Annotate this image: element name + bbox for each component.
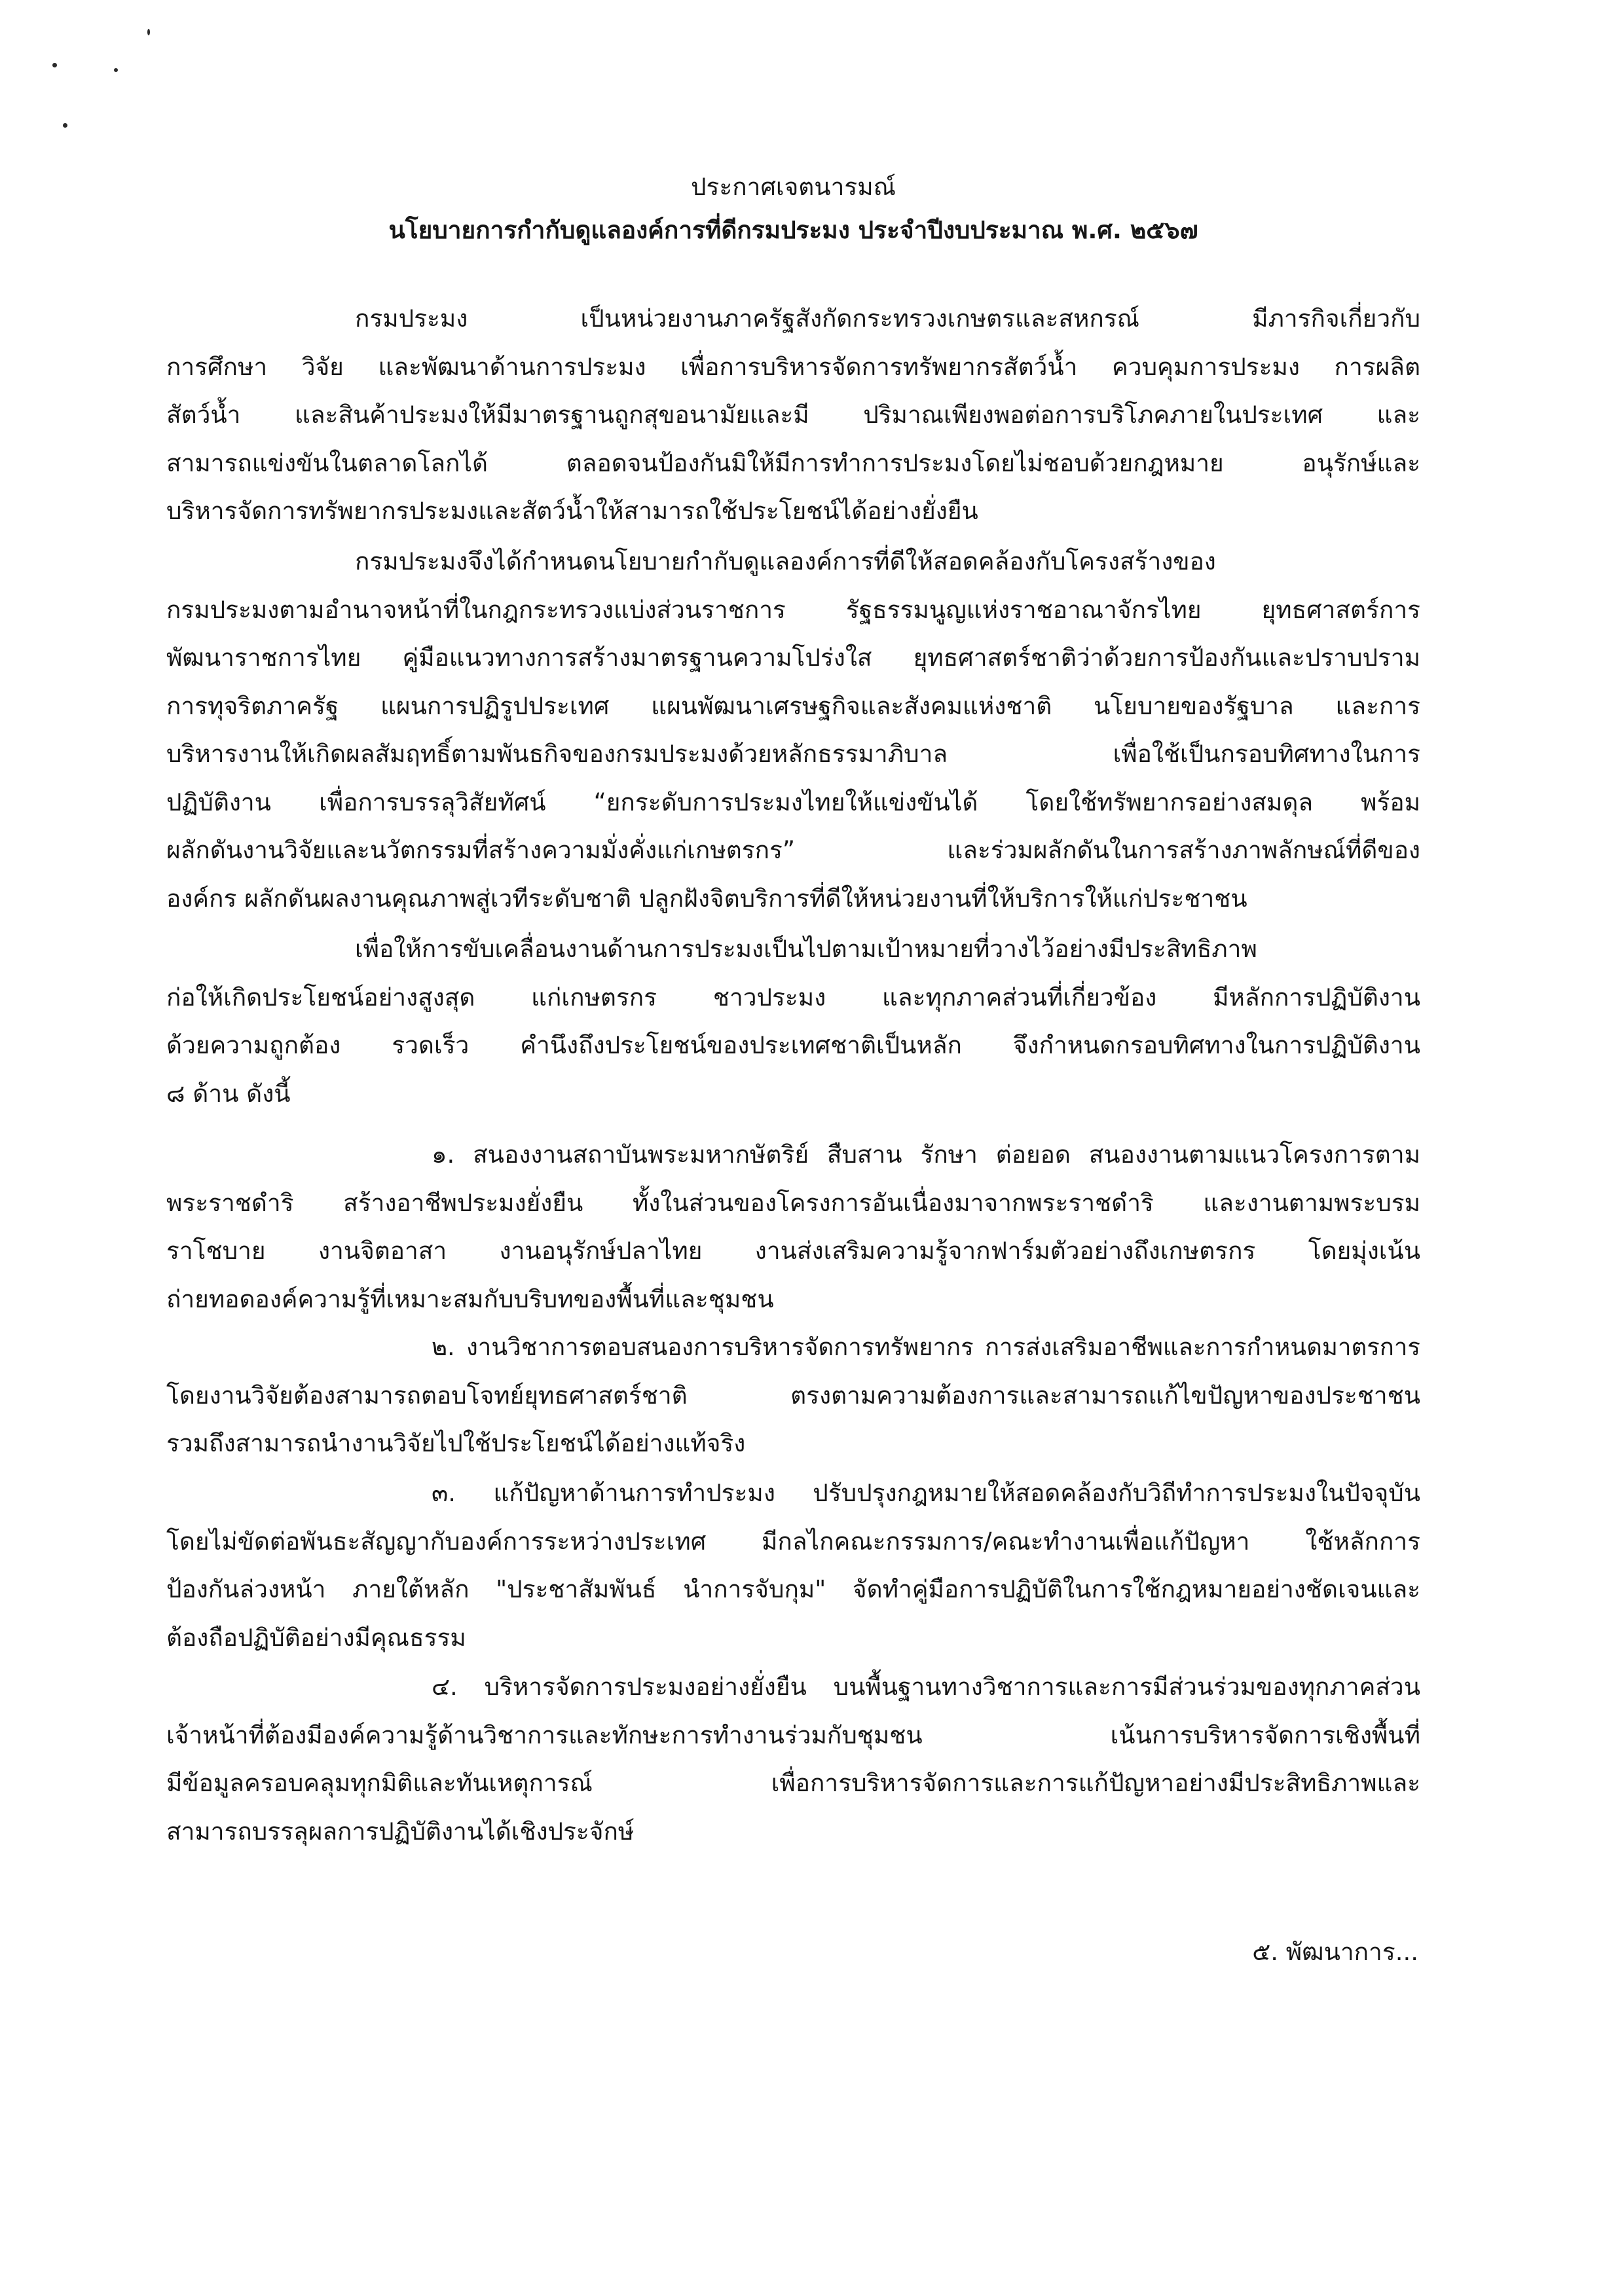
paragraph-line: ๒. งานวิชาการตอบสนองการบริหารจัดการทรัพยากร การส่งเสริมอาชีพและการกำหนดมาตรการ <box>432 1333 1420 1361</box>
policy-item-4 <box>166 1663 1420 1855</box>
paragraph-line: ๘ ด้าน ดังนี้ <box>166 1079 291 1108</box>
paragraph-line: บริหารงานให้เกิดผลสัมฤทธิ์ตามพันธกิจของกรมประมงด้วยหลักธรรมาภิบาล เพื่อใช้เป็นกรอบทิศทางในการ <box>166 740 1420 768</box>
framework-paragraph <box>166 925 1420 1118</box>
next-page-cue: ๕. พัฒนาการ... <box>1252 1938 1418 1966</box>
policy-paragraph <box>166 538 1420 922</box>
document-subtitle: นโยบายการกำกับดูแลองค์การที่ดีกรมประมง ประจำปีงบประมาณ พ.ศ. ๒๕๖๗ <box>388 216 1198 244</box>
paragraph-line: การศึกษา วิจัย และพัฒนาด้านการประมง เพื่อการบริหารจัดการทรัพยากรสัตว์น้ำ ควบคุมการประมง การผลิต <box>166 352 1420 381</box>
paragraph-line: ๓. แก้ปัญหาด้านการทำประมง ปรับปรุงกฎหมายให้สอดคล้องกับวิถีทำการประมงในปัจจุบัน <box>432 1479 1420 1507</box>
paragraph-line: พระราชดำริ สร้างอาชีพประมงยั่งยืน ทั้งในส่วนของโครงการอันเนื่องมาจากพระราชดำริ และงานตามพระบรม <box>166 1188 1420 1217</box>
paragraph-line: โดยงานวิจัยต้องสามารถตอบโจทย์ยุทธศาสตร์ชาติ ตรงตามความต้องการและสามารถแก้ไขปัญหาของประชาชน <box>166 1381 1420 1410</box>
paragraph-line: ๑. สนองงานสถาบันพระมหากษัตริย์ สืบสาน รักษา ต่อยอด สนองงานตามแนวโครงการตาม <box>432 1140 1420 1169</box>
policy-item-3 <box>166 1469 1420 1662</box>
paragraph-line: รวมถึงสามารถนำงานวิจัยไปใช้ประโยชน์ได้อย่างแท้จริง <box>166 1429 746 1457</box>
paragraph-line: ป้องกันล่วงหน้า ภายใต้หลัก "ประชาสัมพันธ์ นำการจับกุม" จัดทำคู่มือการปฏิบัติในการใช้กฎหมายอย่างชัดเจนและ <box>166 1575 1420 1603</box>
scan-speck <box>63 123 67 128</box>
paragraph-line: ปฏิบัติงาน เพื่อการบรรลุวิสัยทัศน์ “ยกระดับการประมงไทยให้แข่งขันได้ โดยใช้ทรัพยากรอย่างสมดุล พร้อม <box>166 788 1420 816</box>
paragraph-line: ก่อให้เกิดประโยชน์อย่างสูงสุด แก่เกษตรกร ชาวประมง และทุกภาคส่วนที่เกี่ยวข้อง มีหลักการปฏิบัติงาน <box>166 983 1420 1011</box>
document-title: ประกาศเจตนารมณ์ <box>691 173 896 201</box>
paragraph-line: พัฒนาราชการไทย คู่มือแนวทางการสร้างมาตรฐานความโปร่งใส ยุทธศาสตร์ชาติว่าด้วยการป้องกันและปราบปราม <box>166 644 1420 672</box>
paragraph-line: มีข้อมูลครอบคลุมทุกมิติและทันเหตุการณ์ เพื่อการบริหารจัดการและการแก้ปัญหาอย่างมีประสิทธิภาพและ <box>166 1769 1420 1797</box>
policy-item-2 <box>166 1323 1420 1468</box>
paragraph-line: ราโชบาย งานจิตอาสา งานอนุรักษ์ปลาไทย งานส่งเสริมความรู้จากฟาร์มตัวอย่างถึงเกษตรกร โดยมุ่งเน้น <box>166 1237 1420 1265</box>
scan-speck <box>114 68 118 72</box>
scan-speck <box>147 29 150 35</box>
paragraph-line: กรมประมงจึงได้กำหนดนโยบายกำกับดูแลองค์การที่ดีให้สอดคล้องกับโครงสร้างของ <box>355 547 1216 575</box>
paragraph-line: บริหารจัดการทรัพยากรประมงและสัตว์น้ำให้สามารถใช้ประโยชน์ได้อย่างยั่งยืน <box>166 497 978 525</box>
scan-speck <box>52 63 57 67</box>
paragraph-line: ต้องถือปฏิบัติอย่างมีคุณธรรม <box>166 1623 466 1652</box>
paragraph-line: ถ่ายทอดองค์ความรู้ที่เหมาะสมกับบริบทของพื้นที่และชุมชน <box>166 1285 774 1313</box>
paragraph-line: สามารถบรรลุผลการปฏิบัติงานได้เชิงประจักษ์ <box>166 1817 635 1846</box>
paragraph-line: องค์กร ผลักดันผลงานคุณภาพสู่เวทีระดับชาติ ปลูกฝังจิตบริการที่ดีให้หน่วยงานที่ให้บริการให้แก่ประชาชน <box>166 884 1247 913</box>
paragraph-line: ๔. บริหารจัดการประมงอย่างยั่งยืน บนพื้นฐานทางวิชาการและการมีส่วนร่วมของทุกภาคส่วน <box>432 1673 1420 1701</box>
paragraph-line: ด้วยความถูกต้อง รวดเร็ว คำนึงถึงประโยชน์ของประเทศชาติเป็นหลัก จึงกำหนดกรอบทิศทางในการปฏิบัติงาน <box>166 1031 1420 1059</box>
paragraph-line: การทุจริตภาครัฐ แผนการปฏิรูปประเทศ แผนพัฒนาเศรษฐกิจและสังคมแห่งชาติ นโยบายของรัฐบาล และการ <box>166 691 1420 720</box>
paragraph-line: โดยไม่ขัดต่อพันธะสัญญากับองค์การระหว่างประเทศ มีกลไกคณะกรรมการ/คณะทำงานเพื่อแก้ปัญหา ใช้หลักการ <box>166 1527 1420 1556</box>
paragraph-line: กรมประมงตามอำนาจหน้าที่ในกฎกระทรวงแบ่งส่วนราชการ รัฐธรรมนูญแห่งราชอาณาจักรไทย ยุทธศาสตร์การ <box>166 595 1420 624</box>
policy-item-1 <box>166 1131 1420 1323</box>
paragraph-line: เจ้าหน้าที่ต้องมีองค์ความรู้ด้านวิชาการและทักษะการทำงานร่วมกับชุมชน เน้นการบริหารจัดการเชิงพื้นที่ <box>166 1721 1420 1749</box>
paragraph-line: สัตว์น้ำ และสินค้าประมงให้มีมาตรฐานถูกสุขอนามัยและมี ปริมาณเพียงพอต่อการบริโภคภายในประเทศ และ <box>166 401 1420 429</box>
paragraph-line: สามารถแข่งขันในตลาดโลกได้ ตลอดจนป้องกันมิให้มีการทำการประมงโดยไม่ชอบด้วยกฎหมาย อนุรักษ์และ <box>166 448 1420 477</box>
paragraph-line: กรมประมง เป็นหน่วยงานภาครัฐสังกัดกระทรวงเกษตรและสหกรณ์ มีภารกิจเกี่ยวกับ <box>355 304 1420 333</box>
paragraph-line: ผลักดันงานวิจัยและนวัตกรรมที่สร้างความมั่งคั่งแก่เกษตรกร” และร่วมผลักดันในการสร้างภาพลักษณ์ที่ดีของ <box>166 836 1420 864</box>
intro-paragraph <box>166 295 1420 536</box>
paragraph-line: เพื่อให้การขับเคลื่อนงานด้านการประมงเป็นไปตามเป้าหมายที่วางไว้อย่างมีประสิทธิภาพ <box>355 935 1257 963</box>
